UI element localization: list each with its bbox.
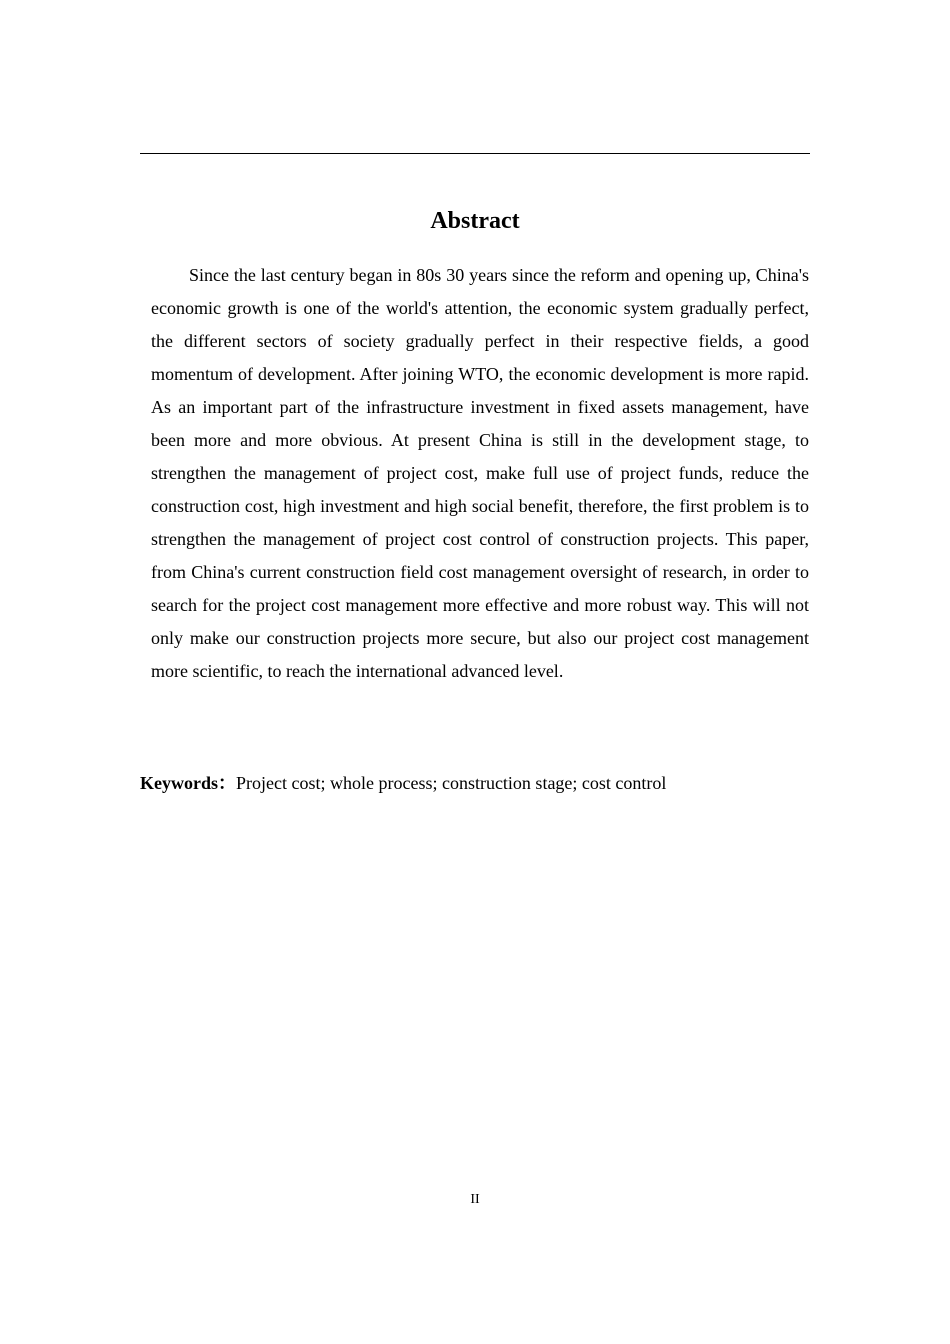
keywords-text: Project cost; whole process; construction stage; cost control xyxy=(236,773,667,793)
abstract-title: Abstract xyxy=(430,208,520,234)
keywords-line xyxy=(140,767,810,800)
keywords-label: Keywords： xyxy=(140,773,236,793)
abstract-body: Since the last century began in 80s 30 years since the reform and opening up, China's economic growth is one of the world's attention, the economic system gradually perfect, the different sectors of society gradually perfect in their respective fields, a good momentum of development. After joining WTO, the economic development is more rapid. As an important part of the infrastructure investment in fixed assets management, have been more and more obvious. At present China is still in the development stage, to strengthen the management of project cost, make full use of project funds, reduce the construction cost, high investment and high social benefit, therefore, the first problem is to strengthen the management of project cost control of construction projects. This paper, from China's current construction field cost management oversight of research, in order to search for the project cost management more effective and more robust way. This will not only make our construction projects more secure, but also our project cost management more scientific, to reach the international advanced level. xyxy=(151,265,809,681)
header-rule xyxy=(140,153,810,154)
page-number: II xyxy=(470,1192,480,1207)
